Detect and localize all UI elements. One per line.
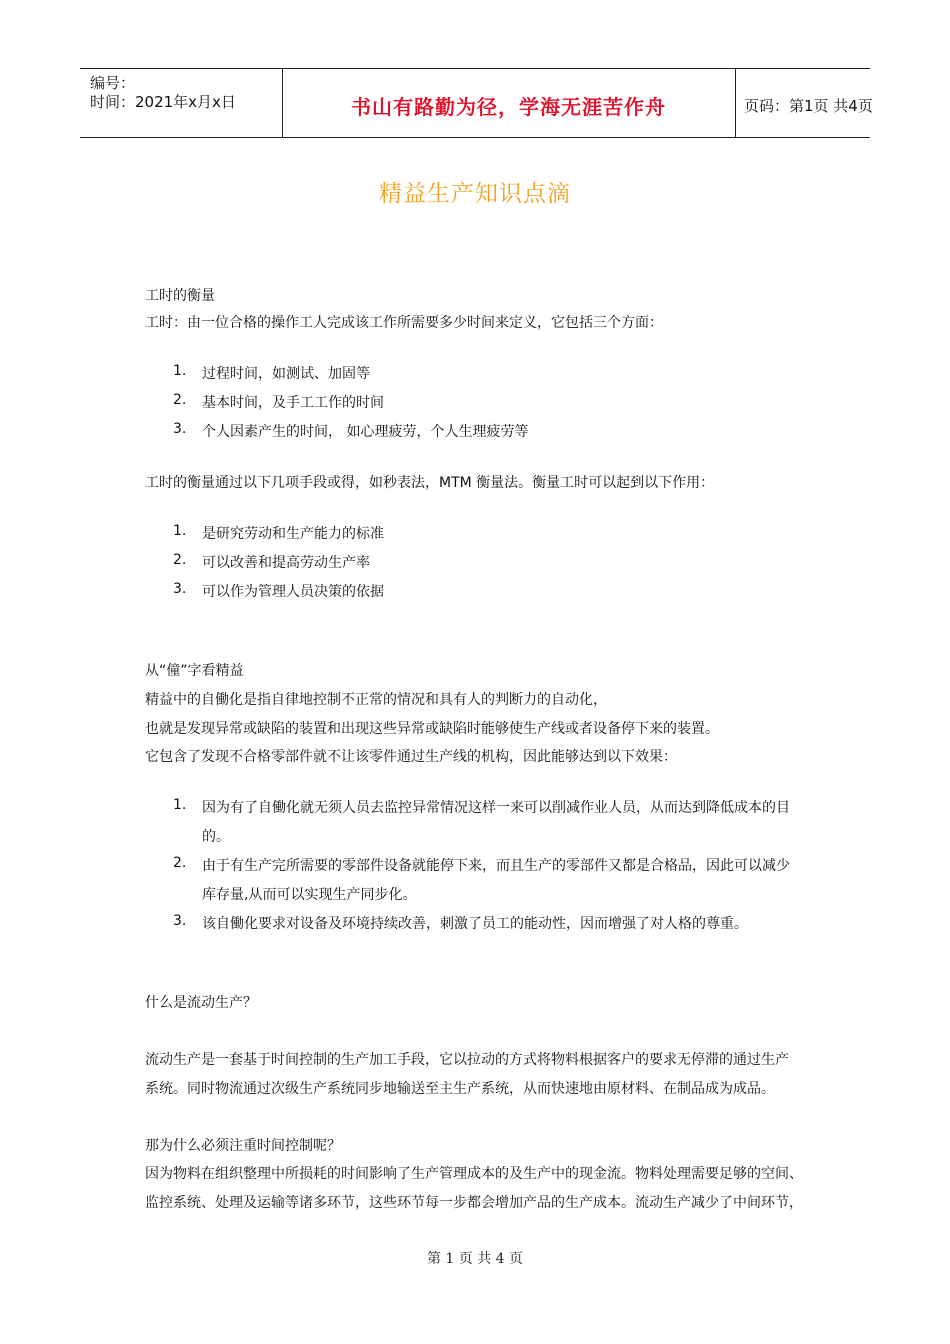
header-meta-cell: [80, 69, 283, 137]
paragraph: 监控系统、处理及运输等诸多环节，这些环节每一步都会增加产品的生产成本。流动生产减少了中间环节，: [145, 1195, 803, 1211]
paragraph: 也就是发现异常或缺陷的装置和出现这些异常或缺陷时能够使生产线或者设备停下来的装置。: [145, 721, 719, 737]
paragraph: 因为物料在组织整理中所损耗的时间影响了生产管理成本的及生产中的现金流。物料处理需要足够的空间、: [145, 1166, 803, 1182]
list-number: 2.: [173, 552, 187, 568]
document-number-label: 编号：: [90, 74, 136, 92]
document-header: [80, 68, 873, 138]
list-text: 可以作为管理人员决策的依据: [202, 584, 384, 600]
section-heading: 什么是流动生产？: [145, 995, 257, 1011]
list-text: 是研究劳动和生产能力的标准: [202, 526, 384, 542]
list-text: 由于有生产完所需要的零部件设备就能停下来，而且生产的零部件又都是合格品，因此可以减少: [202, 858, 790, 874]
list-number: 3.: [173, 581, 187, 597]
list-text: 因为有了自働化就无须人员去监控异常情况这样一来可以削减作业人员，从而达到降低成本的目: [202, 800, 790, 816]
paragraph: 精益中的自働化是指自律地控制不正常的情况和具有人的判断力的自动化，: [145, 692, 607, 708]
document-title: 精益生产知识点滴: [379, 181, 571, 207]
section-heading: 工时的衡量: [145, 288, 215, 304]
list-number: 1.: [173, 797, 187, 813]
list-text: 该自働化要求对设备及环境持续改善，刺激了员工的能动性，因而增强了对人格的尊重。: [202, 916, 748, 932]
list-number: 3.: [173, 913, 187, 929]
list-number: 2.: [173, 392, 187, 408]
paragraph: 流动生产是一套基于时间控制的生产加工手段，它以拉动的方式将物料根据客户的要求无停滞的通过生产: [145, 1052, 789, 1068]
header-motto-cell: [282, 69, 736, 137]
section-heading: 从“僮”字看精益: [145, 663, 244, 679]
paragraph: 它包含了发现不合格零部件就不让该零件通过生产线的机构，因此能够达到以下效果：: [145, 749, 677, 765]
header-page-number: 页码：第1页 共4页: [744, 97, 873, 115]
document-date-label: 时间：2021年x月x日: [90, 93, 236, 111]
page-footer: 第 1 页 共 4 页: [426, 1251, 524, 1267]
list-number: 1.: [173, 363, 187, 379]
list-text-continued: 库存量,从而可以实现生产同步化。: [202, 887, 417, 903]
paragraph: 系统。同时物流通过次级生产系统同步地输送至主生产系统，从而快速地由原材料、在制品成为成品。: [145, 1081, 775, 1097]
paragraph: 工时：由一位合格的操作工人完成该工作所需要多少时间来定义，它包括三个方面：: [145, 315, 663, 331]
list-text: 基本时间，及手工工作的时间: [202, 395, 384, 411]
paragraph: 工时的衡量通过以下几项手段或得，如秒表法，MTM 衡量法。衡量工时可以起到以下作用：: [145, 475, 715, 491]
paragraph: 那为什么必须注重时间控制呢？: [145, 1138, 341, 1154]
list-number: 1.: [173, 523, 187, 539]
header-motto: 书山有路勤为径，学海无涯苦作舟: [351, 95, 666, 119]
list-text: 个人因素产生的时间， 如心理疲劳，个人生理疲劳等: [202, 424, 529, 440]
list-text: 过程时间，如测试、加固等: [202, 366, 370, 382]
header-page-cell: [735, 69, 873, 137]
list-text-continued: 的。: [202, 829, 230, 845]
list-number: 2.: [173, 855, 187, 871]
list-number: 3.: [173, 421, 187, 437]
list-text: 可以改善和提高劳动生产率: [202, 555, 370, 571]
